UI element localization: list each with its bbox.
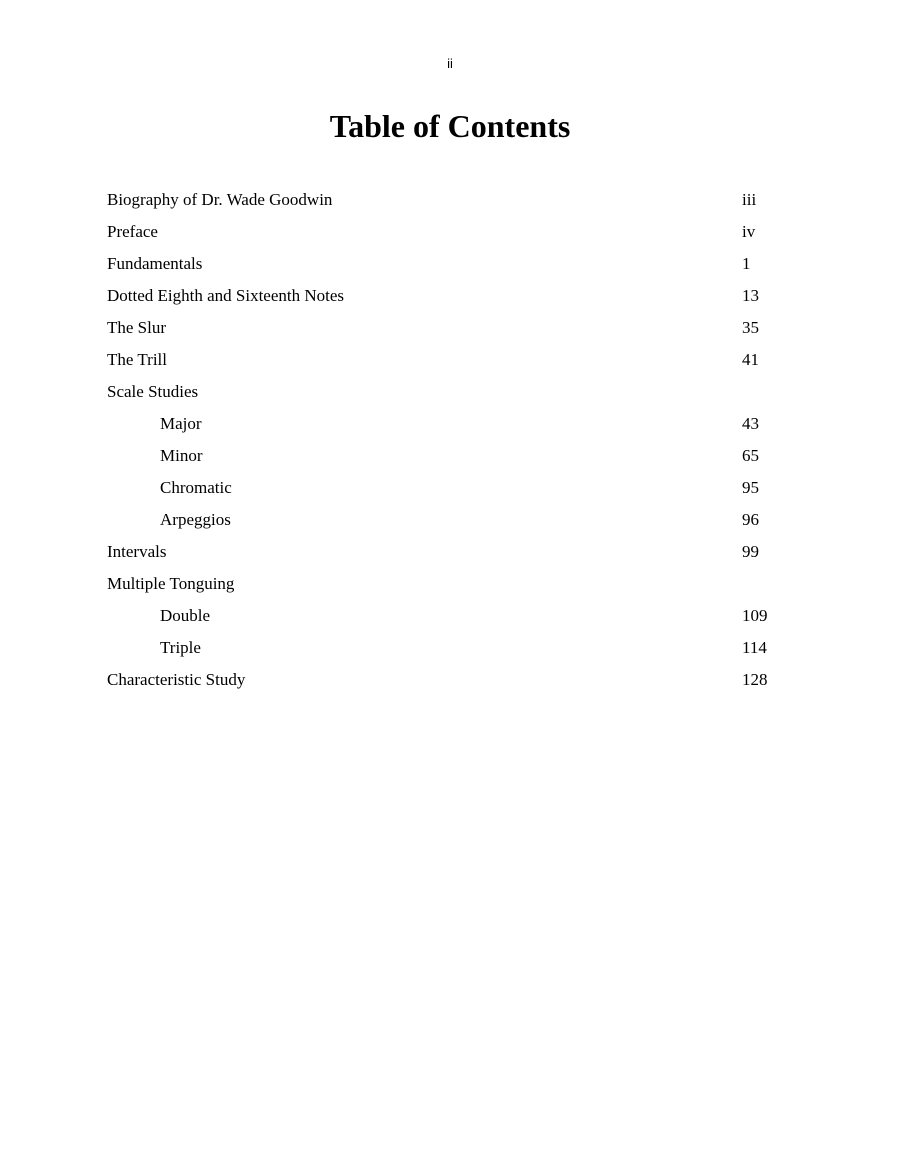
toc-entry-page: iv [742, 222, 756, 241]
toc-entry-page: 1 [742, 254, 751, 273]
toc-entry-label: Chromatic [160, 478, 232, 497]
toc-entry-page: 96 [742, 510, 759, 529]
toc-entry-label: Arpeggios [160, 510, 231, 529]
toc-entry [0, 664, 900, 696]
toc-entry [0, 248, 900, 280]
toc-entry-label: Intervals [107, 542, 167, 561]
toc-subentry [0, 440, 900, 472]
toc-entry-label: Dotted Eighth and Sixteenth Notes [107, 286, 345, 305]
toc-entry-page: iii [742, 190, 757, 209]
toc-entry-label: Double [160, 606, 211, 625]
toc-entry-page: 65 [742, 446, 759, 465]
toc-entry-label: Multiple Tonguing [107, 574, 235, 593]
toc-entry-page: 95 [742, 478, 759, 497]
toc-entry-label: The Slur [107, 318, 167, 337]
toc-entry-label: The Trill [107, 350, 167, 369]
toc-subentry [0, 632, 900, 664]
toc-entry [0, 344, 900, 376]
toc-entry-section [0, 568, 900, 600]
page-number: ii [447, 56, 453, 71]
toc-entry-page: 13 [742, 286, 759, 305]
toc-entry-label: Preface [107, 222, 158, 241]
toc-entry-page: 114 [742, 638, 767, 657]
page-title: Table of Contents [329, 108, 571, 144]
toc-entry [0, 312, 900, 344]
toc-entry [0, 216, 900, 248]
toc-entry-label: Triple [160, 638, 201, 657]
toc-entry-label: Characteristic Study [107, 670, 246, 689]
toc-subentry [0, 408, 900, 440]
toc-entry-label: Major [160, 414, 202, 433]
toc-subentry [0, 472, 900, 504]
toc-entry-page: 109 [742, 606, 768, 625]
toc-subentry [0, 600, 900, 632]
toc-entry-label: Scale Studies [107, 382, 199, 401]
toc-entry-page: 99 [742, 542, 759, 561]
toc-entry [0, 184, 900, 216]
toc-entry-section [0, 376, 900, 408]
toc-entry-page: 128 [742, 670, 768, 689]
toc-entry-label: Biography of Dr. Wade Goodwin [107, 190, 333, 209]
toc-entry-page: 43 [742, 414, 759, 433]
toc-entry [0, 536, 900, 568]
toc-entry-page: 35 [742, 318, 759, 337]
toc-subentry [0, 504, 900, 536]
toc-entry-label: Fundamentals [107, 254, 203, 273]
toc-entry [0, 280, 900, 312]
toc-entry-label: Minor [160, 446, 203, 465]
toc-entry-page: 41 [742, 350, 759, 369]
toc-list [0, 184, 900, 696]
